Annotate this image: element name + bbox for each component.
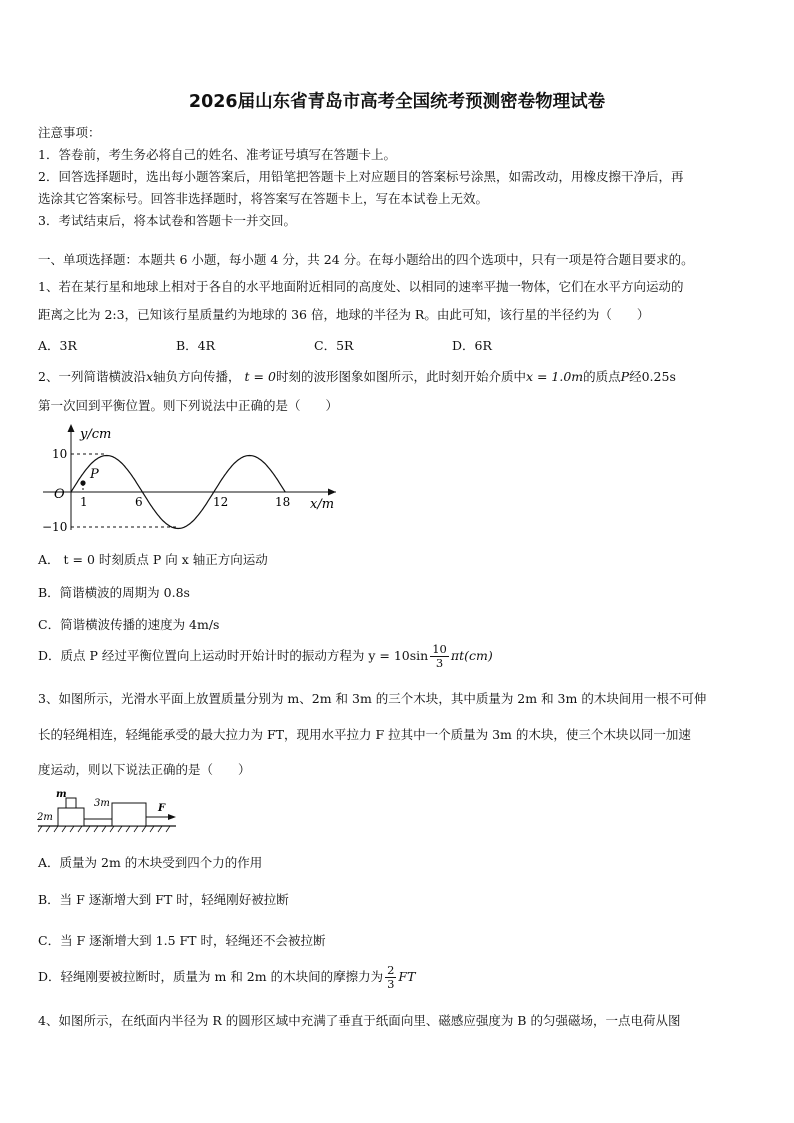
q4-line1: 4、如图所示，在纸面内半径为 R 的圆形区域中充满了垂直于纸面向里、磁感应强度为 B 的匀强磁场，一点电荷从图: [38, 1013, 681, 1028]
q2-text: 2、一列简谐横波沿: [38, 369, 146, 384]
q2-time: t = 0: [244, 369, 276, 384]
q3-line2: 长的轻绳相连，轻绳能承受的最大拉力为 FT，现用水平拉力 F 拉其中一个质量为 3m 的木块，使三个木块以同一加速: [38, 727, 691, 742]
q3-option-d-tail: FT: [398, 969, 416, 984]
section-heading: 一、单项选择题：本题共 6 小题，每小题 4 分，共 24 分。在每小题给出的四个选项中，只有一项是符合题目要求的。: [38, 252, 694, 267]
q1-option-b: B．4R: [176, 338, 216, 353]
q1-line2: 距离之比为 2:3，已知该行星质量约为地球的 36 倍，地球的半径为 R。由此可知，该行星的半径约为（ ）: [38, 307, 650, 322]
q1-line1: 1、若在某行星和地球上相对于各自的水平地面附近相同的高度处、以相同的速率平抛一物体，它们在水平方向运动的: [38, 279, 684, 294]
floor-hatch: [38, 826, 170, 832]
q3-option-d-text: D．轻绳刚要被拉断时，质量为 m 和 2m 的木块间的摩擦力为: [38, 969, 384, 984]
block-2m: [58, 808, 84, 826]
blocks-figure: [36, 790, 186, 840]
q3-line1: 3、如图所示，光滑水平面上放置质量分别为 m、2m 和 3m 的三个木块，其中质量为 2m 和 3m 的木块间用一根不可伸: [38, 691, 707, 706]
q2-var-x: x: [145, 369, 154, 384]
notice-item-2-cont: 选涂其它答案标号。回答非选择题时，将答案写在答题卡上，写在本试卷上无效。: [38, 191, 489, 206]
fraction: [430, 643, 449, 670]
origin-label: O: [54, 487, 65, 502]
q2-line1: [38, 367, 760, 385]
q3-line3: 度运动，则以下说法正确的是（ ）: [38, 762, 251, 777]
x-tick-18: 18: [275, 495, 291, 509]
fraction: [385, 964, 396, 991]
q2-duration: 0.25s: [641, 369, 676, 384]
y-tick-10: 10: [52, 447, 68, 461]
q3-option-b: B．当 F 逐渐增大到 FT 时，轻绳刚好被拉断: [38, 892, 289, 907]
q2-text: 时刻的波形图象如图所示，此时刻开始介质中: [275, 369, 526, 384]
q3-option-d: [38, 964, 760, 991]
q2-text: 经: [629, 369, 642, 384]
notice-heading: 注意事项：: [38, 125, 101, 140]
q2-option-c: C．简谐横波传播的速度为 4m/s: [38, 617, 220, 632]
fraction-numerator: 2: [387, 963, 395, 977]
x-tick-1: 1: [80, 495, 88, 509]
notice-item-1: 1．答卷前，考生务必将自己的姓名、准考证号填写在答题卡上。: [38, 147, 396, 162]
q2-option-d-tail: πt(cm): [450, 648, 493, 663]
label-m: m: [56, 790, 67, 800]
q1-option-a: A．3R: [38, 338, 77, 353]
q2-text: 轴负方向传播，: [153, 369, 241, 384]
q2-line2: 第一次回到平衡位置。则下列说法中正确的是（ ）: [38, 398, 339, 413]
label-3m: 3m: [94, 798, 110, 809]
point-p-label: P: [90, 467, 99, 482]
y-axis-arrow: [68, 424, 75, 432]
q2-text: 的质点: [583, 369, 621, 384]
q1-option-c: C．5R: [314, 338, 354, 353]
force-arrow-head: [168, 814, 176, 820]
label-2m: 2m: [37, 812, 53, 823]
q3-option-a: A．质量为 2m 的木块受到四个力的作用: [38, 855, 263, 870]
block-3m: [112, 803, 146, 826]
fraction-numerator: 10: [432, 642, 447, 656]
notice-item-2: 2．回答选择题时，选出每小题答案后，用铅笔把答题卡上对应题目的答案标号涂黑，如需改动，用橡皮擦干净后，再: [38, 169, 684, 184]
point-p: [80, 480, 85, 485]
q1-option-d: D．6R: [452, 338, 492, 353]
label-F: F: [158, 803, 166, 814]
q2-position: x = 1.0m: [525, 369, 584, 384]
q2-option-a: A． t = 0 时刻质点 P 向 x 轴正方向运动: [38, 552, 268, 567]
q2-option-b: B．简谐横波的周期为 0.8s: [38, 585, 190, 600]
x-axis-arrow: [328, 489, 336, 496]
page-title: 2026届山东省青岛市高考全国统考预测密卷物理试卷: [188, 92, 606, 112]
wave-graph: [38, 420, 348, 535]
fraction-denominator: 3: [387, 977, 395, 991]
y-tick-neg10: −10: [42, 520, 68, 534]
q2-option-d: [38, 643, 760, 670]
x-tick-6: 6: [135, 495, 143, 509]
q3-option-c: C．当 F 逐渐增大到 1.5 FT 时，轻绳还不会被拉断: [38, 933, 326, 948]
q2-option-d-text: D．质点 P 经过平衡位置向上运动时开始计时的振动方程为 y = 10sin: [38, 648, 429, 663]
y-axis-label: y/cm: [80, 427, 112, 442]
fraction-denominator: 3: [435, 656, 444, 670]
block-m: [66, 798, 76, 808]
x-tick-12: 12: [213, 495, 229, 509]
x-axis-label: x/m: [310, 497, 335, 512]
notice-item-3: 3．考试结束后，将本试卷和答题卡一并交回。: [38, 213, 296, 228]
q2-point: P: [620, 369, 630, 384]
